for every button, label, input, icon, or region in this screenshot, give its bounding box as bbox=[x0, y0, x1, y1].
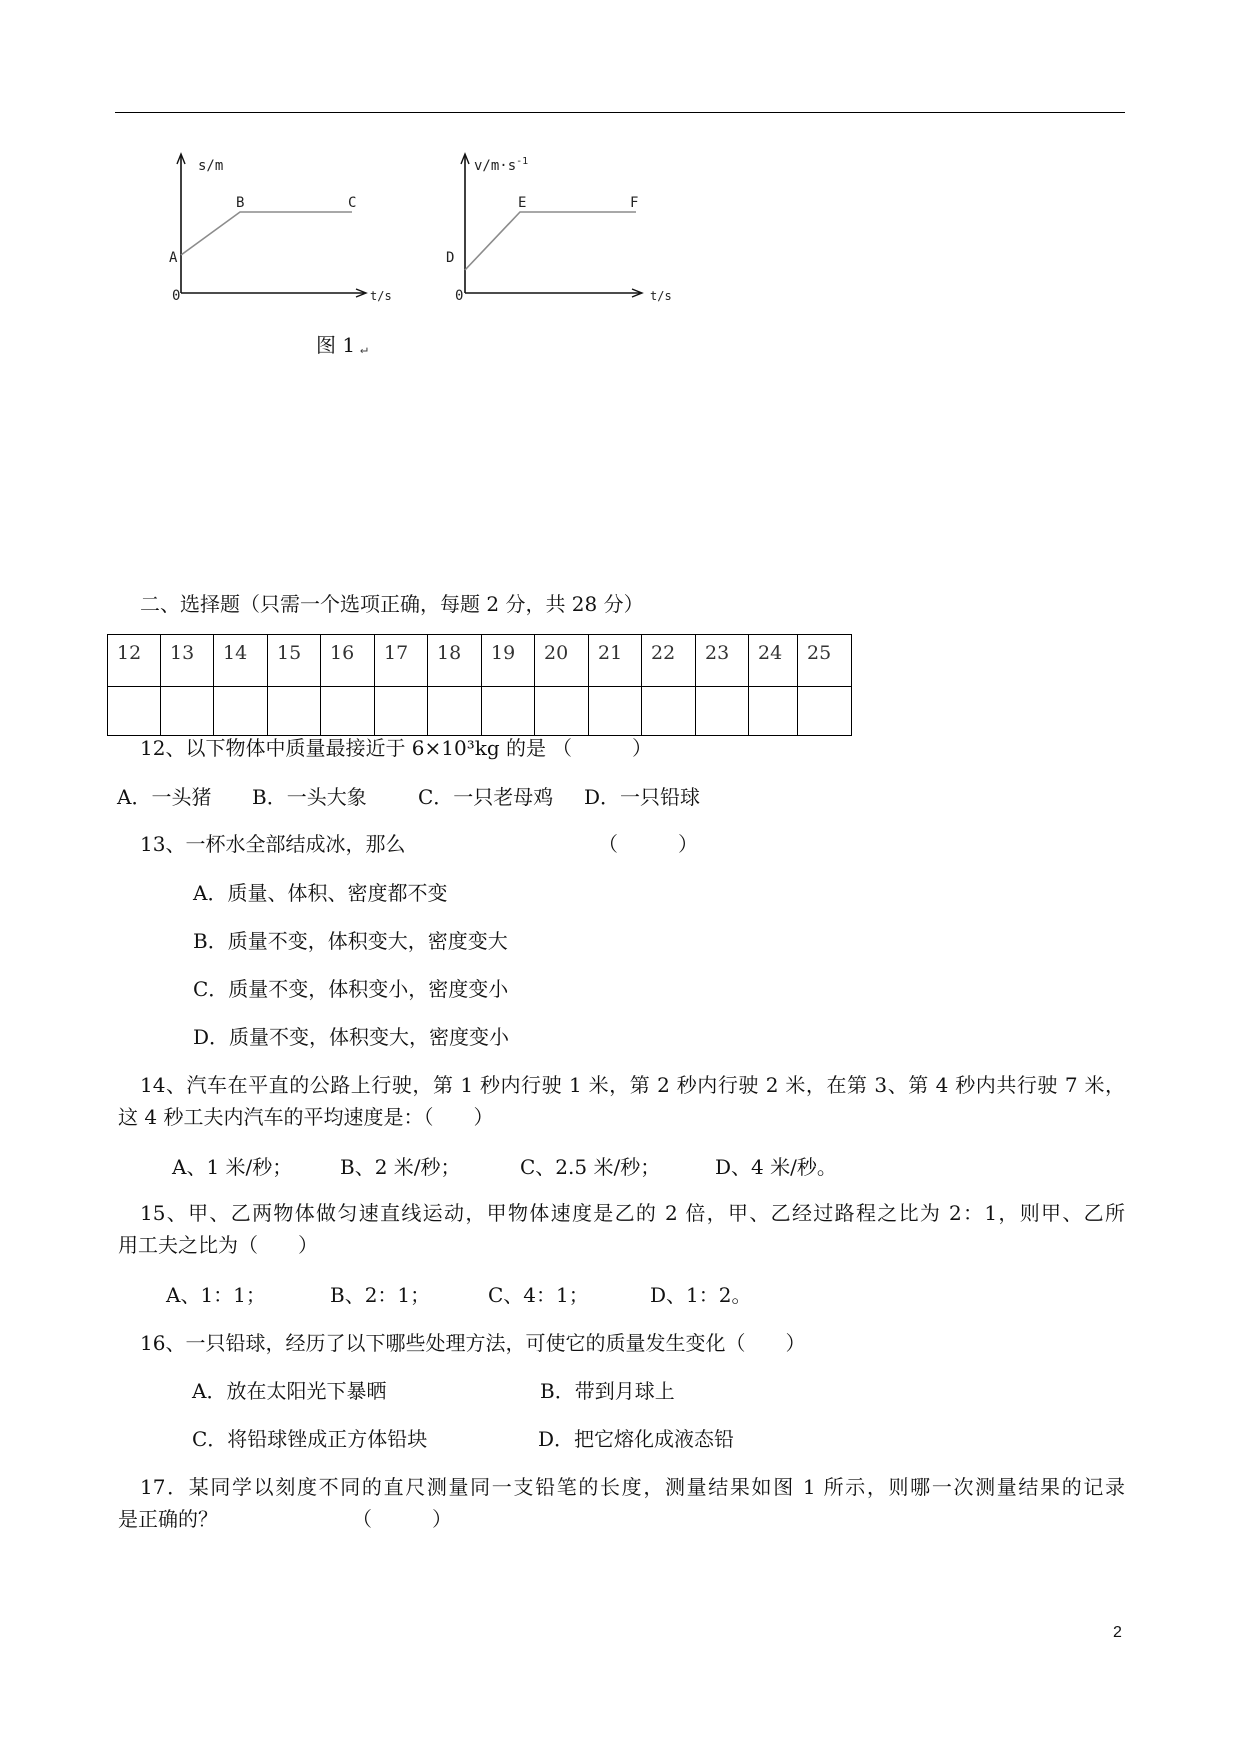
q17-stem-line-2: 是正确的？ bbox=[118, 1507, 218, 1531]
answer-cell bbox=[696, 687, 749, 736]
q17-answer-blank: （ ） bbox=[352, 1507, 452, 1531]
answer-cell bbox=[482, 687, 535, 736]
q15-option-d: D、1：2。 bbox=[650, 1283, 752, 1307]
answer-table-answer-row bbox=[108, 687, 852, 736]
graph-v-t-x-label: t/s bbox=[650, 289, 672, 303]
answer-cell bbox=[268, 687, 321, 736]
q14-stem-line-2: 这 4 秒工夫内汽车的平均速度是：（ ） bbox=[118, 1105, 494, 1129]
answer-cell bbox=[798, 687, 852, 736]
question-number-cell: 21 bbox=[589, 635, 642, 687]
q14-option-a: A、1 米/秒； bbox=[172, 1155, 293, 1179]
q15-stem-line-1: 15、甲、乙两物体做匀速直线运动，甲物体速度是乙的 2 倍，甲、乙经过路程之比为 2：1，则甲、乙所 bbox=[140, 1201, 1125, 1225]
q16-option-c: C．将铅球锉成正方体铅块 bbox=[192, 1427, 428, 1451]
graph-v-t-y-label bbox=[474, 156, 528, 174]
q15-option-b: B、2：1； bbox=[330, 1283, 431, 1307]
q13-option-b: B．质量不变，体积变大，密度变大 bbox=[193, 929, 508, 953]
q12-option-b: B．一头大象 bbox=[252, 785, 367, 809]
graph-s-t-curve bbox=[181, 212, 352, 255]
figure-1 bbox=[150, 140, 690, 370]
answer-cell bbox=[589, 687, 642, 736]
answer-cell bbox=[161, 687, 214, 736]
question-number-cell: 24 bbox=[749, 635, 798, 687]
graph-v-t-origin: 0 bbox=[455, 288, 464, 304]
q12-answer-blank: （ ） bbox=[552, 736, 652, 760]
answer-cell bbox=[214, 687, 268, 736]
graph-v-t-point-e: E bbox=[518, 195, 527, 211]
q15-option-c: C、4：1； bbox=[488, 1283, 589, 1307]
q15-option-a: A、1：1； bbox=[166, 1283, 266, 1307]
q15-stem-line-2: 用工夫之比为（ ） bbox=[118, 1233, 318, 1257]
answer-cell bbox=[321, 687, 375, 736]
graph-s-t-point-a: A bbox=[169, 250, 178, 266]
graph-v-t-curve bbox=[465, 212, 636, 270]
question-number-cell: 14 bbox=[214, 635, 268, 687]
answer-cell bbox=[749, 687, 798, 736]
answer-cell bbox=[535, 687, 589, 736]
q13-option-d: D．质量不变，体积变大，密度变小 bbox=[193, 1025, 510, 1049]
answer-cell bbox=[108, 687, 161, 736]
question-number-cell: 12 bbox=[108, 635, 161, 687]
q13-stem: 13、一杯水全部结成冰，那么 bbox=[140, 832, 406, 856]
q12-stem: 12、以下物体中质量最接近于 6×10³kg 的是 bbox=[140, 736, 547, 760]
graph-v-t-y-label-exponent: -1 bbox=[516, 156, 529, 167]
q14-option-c: C、2.5 米/秒； bbox=[520, 1155, 661, 1179]
question-number-cell: 19 bbox=[482, 635, 535, 687]
q13-option-c: C．质量不变，体积变小，密度变小 bbox=[193, 977, 509, 1001]
q16-option-b: B．带到月球上 bbox=[540, 1379, 675, 1403]
answer-table-header-row bbox=[108, 635, 852, 687]
q12-option-a: A．一头猪 bbox=[117, 785, 212, 809]
page-number: 2 bbox=[1113, 1624, 1122, 1641]
q14-stem-line-1: 14、汽车在平直的公路上行驶，第 1 秒内行驶 1 米，第 2 秒内行驶 2 米，在第 3、第 4 秒内共行驶 7 米， bbox=[140, 1073, 1125, 1097]
graph-v-t-point-f: F bbox=[630, 195, 639, 211]
graph-s-t-origin: 0 bbox=[172, 288, 181, 304]
graph-s-t-y-label: s/m bbox=[198, 158, 224, 174]
question-number-cell: 16 bbox=[321, 635, 375, 687]
graph-s-t-point-b: B bbox=[236, 195, 245, 211]
graph-s-t-x-label: t/s bbox=[370, 289, 392, 303]
answer-cell bbox=[428, 687, 482, 736]
paragraph-mark: ↵ bbox=[360, 342, 368, 357]
question-number-cell: 15 bbox=[268, 635, 321, 687]
question-number-cell: 17 bbox=[375, 635, 428, 687]
question-number-cell: 18 bbox=[428, 635, 482, 687]
q16-option-d: D．把它熔化成液态铅 bbox=[538, 1427, 735, 1451]
question-number-cell: 22 bbox=[642, 635, 696, 687]
graph-v-t bbox=[446, 154, 672, 304]
question-number-cell: 23 bbox=[696, 635, 749, 687]
question-number-cell: 20 bbox=[535, 635, 589, 687]
answer-cell bbox=[642, 687, 696, 736]
graph-v-t-point-d: D bbox=[446, 250, 455, 266]
q13-option-a: A．质量、体积、密度都不变 bbox=[193, 881, 448, 905]
q17-stem-line-1: 17．某同学以刻度不同的直尺测量同一支铅笔的长度，测量结果如图 1 所示，则哪一次测量结果的记录 bbox=[140, 1475, 1125, 1499]
q13-answer-blank: （ ） bbox=[598, 832, 698, 856]
header-rule bbox=[115, 112, 1125, 113]
question-number-cell: 25 bbox=[798, 635, 852, 687]
section-heading: 二、选择题（只需一个选项正确，每题 2 分，共 28 分） bbox=[140, 592, 644, 616]
graph-v-t-y-label-base: v/m·s bbox=[474, 158, 517, 174]
answer-table bbox=[107, 634, 852, 736]
question-number-cell: 13 bbox=[161, 635, 214, 687]
graph-s-t-point-c: C bbox=[348, 195, 357, 211]
q14-option-b: B、2 米/秒； bbox=[340, 1155, 461, 1179]
figure-caption: 图 1 bbox=[316, 333, 356, 357]
graph-s-t bbox=[169, 154, 392, 304]
q12-option-d: D．一只铅球 bbox=[584, 785, 701, 809]
q14-option-d: D、4 米/秒。 bbox=[715, 1155, 837, 1179]
q16-stem: 16、一只铅球，经历了以下哪些处理方法，可使它的质量发生变化（ ） bbox=[140, 1331, 806, 1355]
q12-option-c: C．一只老母鸡 bbox=[418, 785, 554, 809]
q16-option-a: A．放在太阳光下暴晒 bbox=[192, 1379, 387, 1403]
answer-cell bbox=[375, 687, 428, 736]
